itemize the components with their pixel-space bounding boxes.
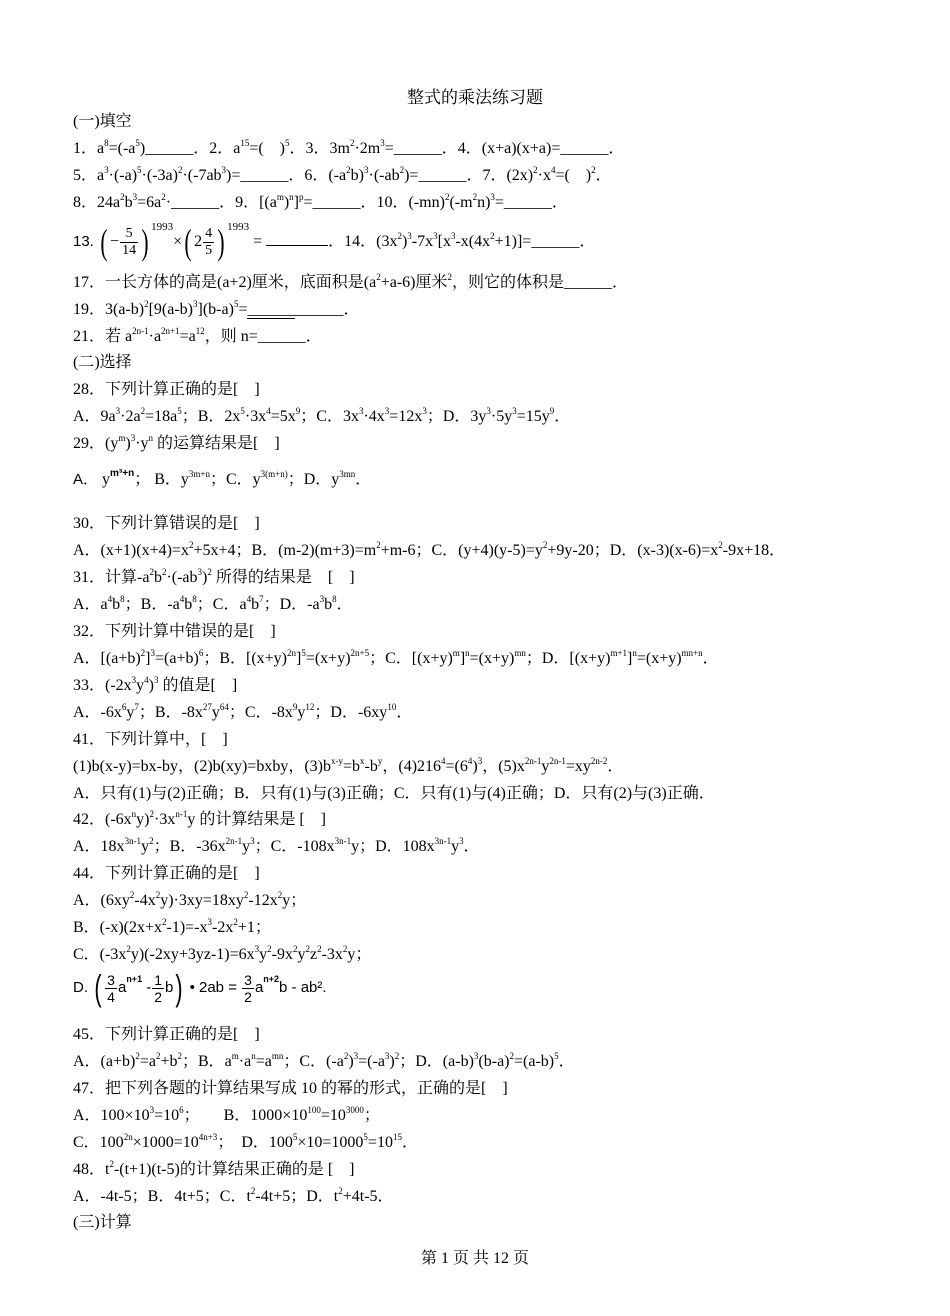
line-q29-options: A． $y^{m^3+n}$； B．$y^{3m+n}$；C．$y^{3(m+n)}$；D．$y^{3mn}$． xyxy=(73,468,372,488)
line-q17: 17．一长方体的高是(a+2)厘米，底面积是$(a^2+a-6)$厘米$^2$，则它的体积是______． xyxy=(73,272,629,291)
line-q45: 45．下列计算正确的是[ ] xyxy=(73,1026,260,1043)
line-q30: 30．下列计算错误的是[ ] xyxy=(73,515,260,532)
line-q42: 42．$(-6x^ny)^2\cdot 3x^{n-1}y$ 的计算结果是 [ ] xyxy=(73,809,326,828)
line-q44-D: D. ( $\frac{3}{4}$ $a^{n+1}$ - $\frac{1}{2}$ b) • 2ab = $\frac{3}{2}$ $a^{n+2}b - ab^2$. xyxy=(73,967,327,1009)
section-choice: (二)选择 xyxy=(73,354,132,371)
line-q44: 44．下列计算正确的是[ ] xyxy=(73,865,260,882)
line-q47-AB: A．$100\times 10^3=10^6$； B．$1000\times 10^{100}=10^{3000}$； xyxy=(73,1105,380,1124)
section-fill-blank: (一)填空 xyxy=(73,113,132,130)
line-q30-options: A．$(x+1)(x+4)=x^2+5x+4$；B．$(m-2)(m+3)=m^2+m-6$；C．$(y+4)(y-5)=y^2+9y-20$；D．$(x-3)(x-6)=x^2-9x+18$． xyxy=(73,540,786,559)
line-q44-A: A．$(6xy^2-4x^2y)\cdot 3xy=18xy^2-12x^2y$； xyxy=(73,890,307,909)
line-q42-options: A．$18x^{3n-1}y^2$；B．$-36x^{2n-1}y^3$；C．$-108x^{3n-1}y$；D．$108x^{3n-1}y^3$． xyxy=(73,836,480,855)
line-q31-options: A．$a^4b^8$；B．$-a^4b^8$；C．$a^4b^7$；D．$-a^3b^8$． xyxy=(73,594,353,613)
line-q33: 33．$(-2x^3y^4)^3$ 的值是[ ] xyxy=(73,675,238,694)
line-q29: 29．$(y^m)^3\cdot y^n$ 的运算结果是[ ] xyxy=(73,433,280,452)
line-q41-statements: (1)b(x-y)=bx-by，(2)b(xy)=bxby，$(3)b^{x-y}=b^x-b^y$，$(4)216^4=(6^4)^3$，$(5)x^{2n-1}y^{2n-1}=xy^{2n-2}$． xyxy=(73,756,624,775)
line-q5-7: 5．$a^3\cdot(-a)^5\cdot(-3a)^2\cdot(-7ab^3)=\_\_\_\_\_\_$．6．$(-a^2b)^3\cdot(-ab^2)=\_\_\_\_\_\_$．7．$(2x)^2\cdot x^4=$( )$^2$． xyxy=(73,165,612,184)
line-q45-options: A．$(a+b)^2=a^2+b^2$；B．$a^m\cdot a^n=a^{mn}$；C．$(-a^2)^3=(-a^3)^2$；D．$(a-b)^3(b-a)^2=(a-b)^5$． xyxy=(73,1051,575,1070)
line-q8-10: 8．$24a^2b^3=6a^2\cdot\_\_\_\_\_\_$．9．$[(a^m)^n]^p=\_\_\_\_\_\_$．10．$(-mn)^2(-m^2n)^3=\_\_\_\_\_\_$． xyxy=(73,192,568,211)
line-q41-options: A．只有(1)与(2)正确；B．只有(1)与(3)正确；C．只有(1)与(4)正确；D．只有(2)与(3)正确． xyxy=(73,785,715,802)
line-q31: 31．计算$-a^2b^2\cdot(-ab^3)^2$ 所得的结果是 [ ] xyxy=(73,567,355,586)
line-q48: 48．$t^2-(t+1)(t-5)$的计算结果正确的是 [ ] xyxy=(73,1159,355,1178)
line-q47-CD: C．$100^{2n}\times 1000=10^{4n+3}$； D．$100^5\times 10=1000^5=10^{15}$． xyxy=(73,1132,418,1151)
page-footer: 第 1 页 共 12 页 xyxy=(420,1250,529,1267)
line-q47: 47．把下列各题的计算结果写成 10 的幂的形式，正确的是[ ] xyxy=(73,1080,508,1097)
line-q44-B: B．$(-x)(2x+x^2-1)=-x^3-2x^2+1$； xyxy=(73,917,271,936)
line-q48-options: A．-4t-5；B．4t+5；C．$t^2-4t+5$；D．$t^2+4t-5$． xyxy=(73,1186,394,1205)
line-q13-14: 13. ( − $\frac{5}{14}$ ) $^{1993}$×( 2 $\frac{4}{5}$ ) $^{1993}$ = ．14．$(3x^2)^3-7x^3[x^3-x(4x^2+1)]=\_\_\_\_\_\_$． xyxy=(73,221,596,263)
line-q44-C: C．$(-3x^2y)(-2xy+3yz-1)=6x^3y^2-9x^2y^2z^2-3x^2y$； xyxy=(73,944,372,963)
line-q33-options: A．$-6x^6y^7$；B．$-8x^{27}y^{64}$；C．$-8x^9y^{12}$；D．$-6xy^{10}$． xyxy=(73,702,413,721)
line-q28-options: A．$9a^3\cdot 2a^2=18a^5$；B．$2x^5\cdot 3x^4=5x^9$；C．$3x^3\cdot 4x^3=12x^3$；D．$3y^3\cdot 5y^3=15y^9$． xyxy=(73,406,571,425)
line-q19: 19．$3(a-b)^2[9(a-b)^3](b-a)^5=\_\_\_\_\_\_\_\_\_\_\_\_$． xyxy=(73,299,360,318)
line-q32-options: A．$[(a+b)^2]^3=(a+b)^6$；B．$[(x+y)^{2n}]^5=(x+y)^{2n+5}$；C．$[(x+y)^m]^n=(x+y)^{mn}$；D．$[(x+y)^{m+1}]^n=(x+y)^{mn+n}$． xyxy=(73,648,719,667)
section-calculation: (三)计算 xyxy=(73,1214,132,1231)
page-title: 整式的乘法练习题 xyxy=(407,88,543,107)
line-q28: 28．下列计算正确的是[ ] xyxy=(73,381,260,398)
line-q21: 21．若 $a^{2n-1}\cdot a^{2n+1}=a^{12}$，则 n=______． xyxy=(73,326,322,345)
line-q1-4: 1．$a^8=(-a^5)\_\_\_\_\_\_$．2．$a^{15}=$( )$^5$．3．$3m^2\cdot 2m^3=\_\_\_\_\_\_$．4．(x+a)(x+a)=______． xyxy=(73,138,625,157)
line-q41: 41．下列计算中，[ ] xyxy=(73,731,228,748)
line-q32: 32．下列计算中错误的是[ ] xyxy=(73,623,276,640)
